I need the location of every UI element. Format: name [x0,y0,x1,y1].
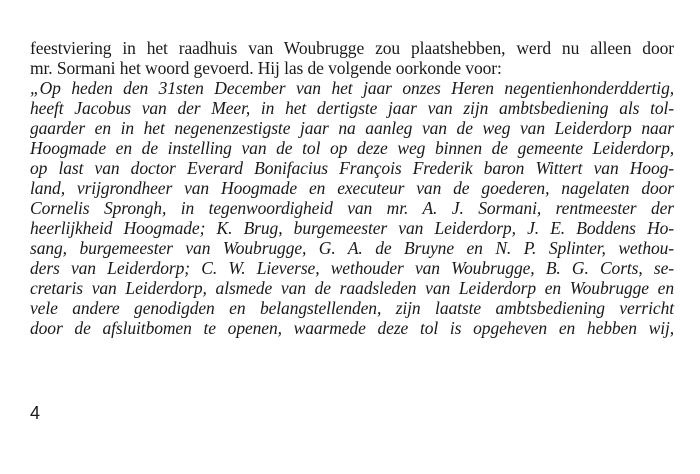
text-line: feestviering in het raadhuis van Woubrugge zou plaatshebben, werd nu alleen door [30,38,674,58]
quote-line: „Op heden den 31sten December van het jaar onzes Heren negentienhonderddertig, [30,78,674,98]
page-number: 4 [30,403,41,423]
quote-line: cretaris van Leiderdorp, alsmede van de raadsleden van Leiderdorp en Woubrugge en [30,278,674,298]
quote-line: Hoogmade en de instelling van de tol op deze weg binnen de gemeente Leiderdorp, [30,138,674,158]
quote-line: sang, burgemeester van Woubrugge, G. A. de Bruyne en N. P. Splinter, wethou- [30,238,674,258]
quote-line: land, vrijgrondheer van Hoogmade en executeur van de goederen, nagelaten door [30,178,674,198]
text-line: mr. Sormani het woord gevoerd. Hij las de volgende oorkonde voor: [30,58,502,78]
quote-line: heerlijkheid Hoogmade; K. Brug, burgemeester van Leiderdorp, J. E. Boddens Ho- [30,218,674,238]
quote-line: op last van doctor Everard Bonifacius François Frederik baron Wittert van Hoog- [30,158,674,178]
quote-line: gaarder en in het negenenzestigste jaar na aanleg van de weg van Leiderdorp naar [30,118,674,138]
quote-line: heeft Jacobus van der Meer, in het dertigste jaar van zijn ambtsbediening als tol- [30,98,674,118]
quote-line: Cornelis Sprongh, in tegenwoordigheid van mr. A. J. Sormani, rentmeester der [30,198,674,218]
quote-line: ders van Leiderdorp; C. W. Lieverse, wethouder van Woubrugge, B. G. Corts, se- [30,258,674,278]
quote-line: door de afsluitbomen te openen, waarmede deze tol is opgeheven en hebben wij, [30,318,674,338]
quote-line: vele andere genodigden en belangstellenden, zijn laatste ambtsbediening verricht [30,298,674,318]
